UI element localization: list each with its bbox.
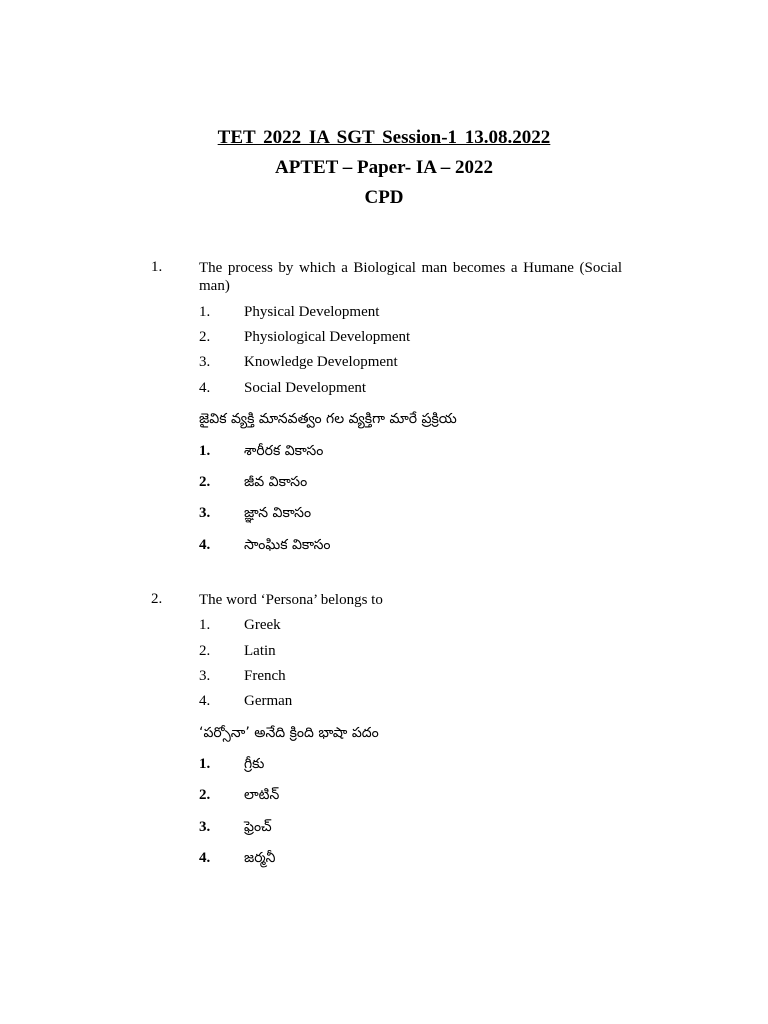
option-label: Physiological Development [244,329,411,345]
option-number: 3. [199,819,211,835]
question-1-option-te-4 [199,536,331,554]
question-1-option-en-4 [199,379,366,397]
option-label: ఫ్రెంచ్ [244,819,272,835]
option-label: Knowledge Development [244,354,398,370]
option-number: 4. [199,537,211,553]
question-1-text-en: The process by which a Biological man becomes a Humane (Social man) [199,260,622,294]
option-label: లాటిన్ [244,787,280,803]
option-number: 1. [199,617,211,633]
option-number: 2. [199,474,211,490]
option-number: 3. [199,505,211,521]
option-number: 1. [199,443,211,459]
question-1-option-en-2 [199,328,410,346]
option-label: శారీరక వికాసం [244,443,324,459]
option-label: Social Development [244,380,367,396]
option-number: 2. [199,329,211,345]
question-2-option-en-1 [199,616,281,634]
paper-title: APTET – Paper- IA – 2022 [275,157,493,178]
question-1-number: 1. [151,259,163,275]
question-2-option-te-2 [199,786,279,804]
option-number: 3. [199,354,211,370]
question-2-option-en-3 [199,667,286,685]
option-label: German [244,693,293,709]
option-label: జీవ వికాసం [244,474,308,490]
option-number: 4. [199,380,211,396]
question-2-option-te-1 [199,755,264,773]
question-2-option-en-4 [199,692,292,710]
option-label: Physical Development [244,304,380,320]
question-2-option-te-4 [199,849,275,867]
question-2-text-te: ‘పర్సోనా’ అనేది క్రింది భాషా పదం [199,725,379,741]
option-label: Latin [244,643,276,659]
question-1-option-en-1 [199,303,379,321]
question-1-option-en-3 [199,353,398,371]
option-label: French [244,668,286,684]
question-1-option-te-2 [199,473,307,491]
option-label: గ్రీకు [244,756,265,772]
option-number: 4. [199,850,211,866]
question-2-option-te-3 [199,818,272,836]
question-2-option-en-2 [199,642,276,660]
option-number: 2. [199,643,211,659]
question-1-option-te-1 [199,442,323,460]
option-label: జ్ఞాన వికాసం [244,505,312,521]
option-label: సాంఘిక వికాసం [244,537,331,553]
question-1-option-te-3 [199,504,311,522]
option-number: 2. [199,787,211,803]
question-1-text-te: జైవిక వ్యక్తి మానవత్వం గల వ్యక్తిగా మారే ప్రక్రియ [199,411,457,427]
subject-title: CPD [364,187,404,208]
option-label: Greek [244,617,281,633]
question-2-text-en: The word ‘Persona’ belongs to [199,592,383,608]
page-header [0,123,768,213]
question-2-number: 2. [151,591,163,607]
option-number: 3. [199,668,211,684]
option-number: 1. [199,756,211,772]
option-label: జర్మనీ [244,850,276,866]
option-number: 1. [199,304,211,320]
option-number: 4. [199,693,211,709]
exam-title: TET 2022 IA SGT Session-1 13.08.2022 [217,127,551,148]
